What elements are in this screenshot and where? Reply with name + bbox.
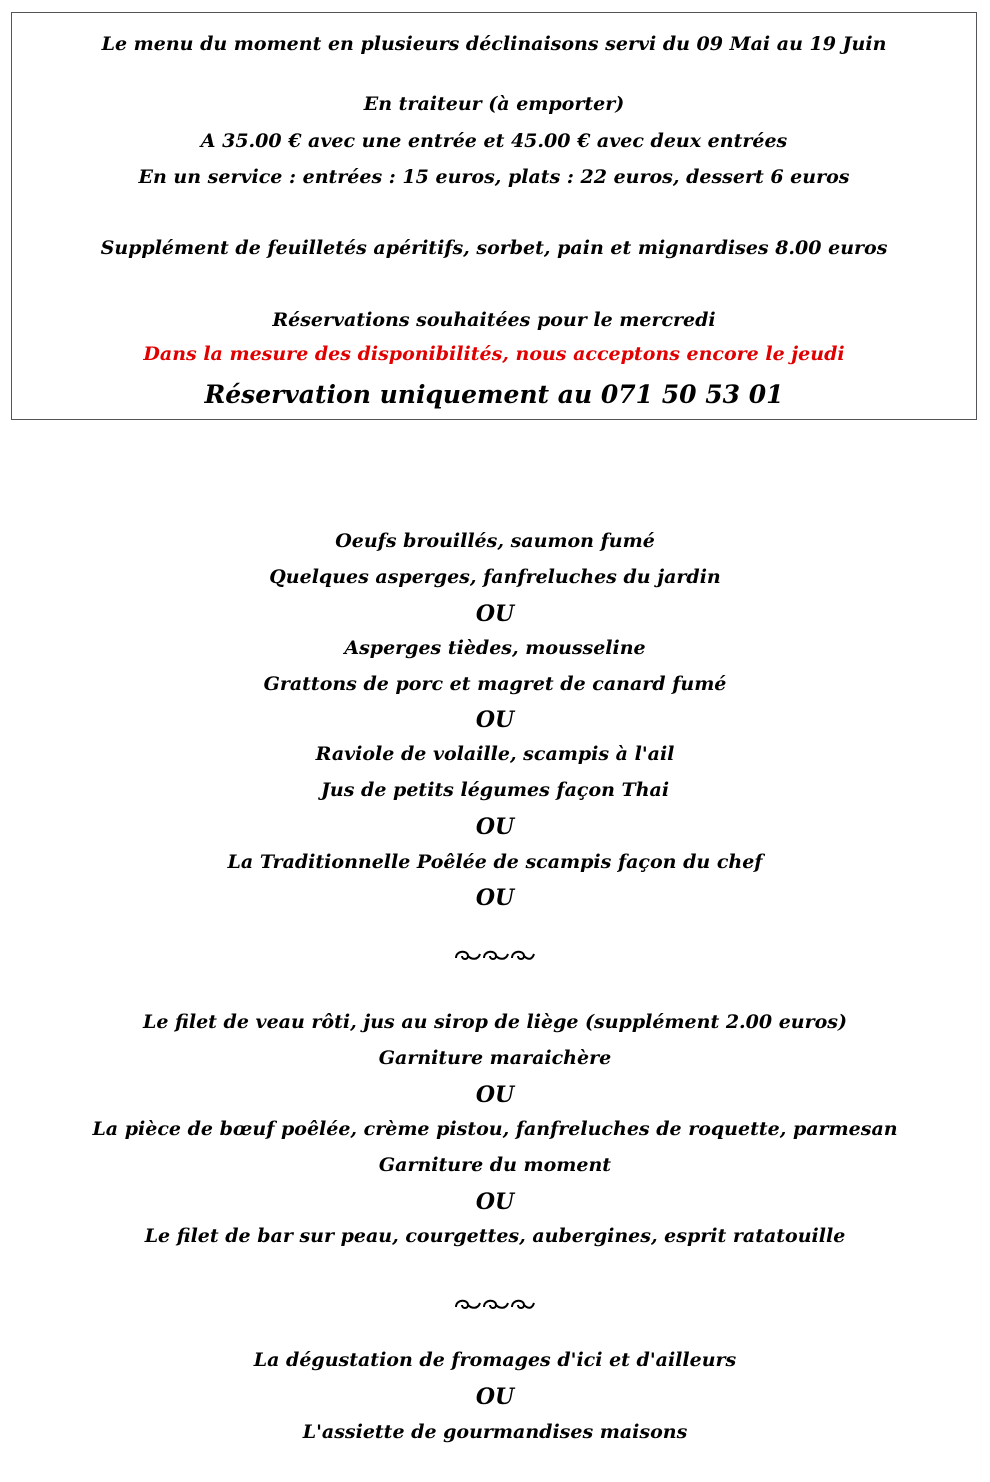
reservation-phone: Réservation uniquement au 071 50 53 01 — [204, 380, 784, 409]
plat-1-line-2: Garniture maraichère — [378, 1047, 612, 1069]
or-separator: OU — [475, 1384, 515, 1410]
service-prices: En un service : entrées : 15 euros, plats : 22 euros, dessert 6 euros — [138, 166, 850, 188]
dessert-2-line-1: L'assiette de gourmandises maisons — [302, 1421, 688, 1443]
swirl-divider-icon — [0, 946, 990, 969]
reservation-day: Réservations souhaitées pour le mercredi — [272, 309, 716, 331]
entree-2-line-2: Grattons de porc et magret de canard fumé — [263, 673, 727, 695]
plat-2-line-1: La pièce de bœuf poêlée, crème pistou, fanfreluches de roquette, parmesan — [92, 1118, 898, 1140]
entree-3-line-1: Raviole de volaille, scampis à l'ail — [315, 743, 675, 765]
or-separator: OU — [475, 885, 515, 911]
dessert-1-line-1: La dégustation de fromages d'ici et d'ailleurs — [253, 1349, 737, 1371]
entree-3-line-2: Jus de petits légumes façon Thai — [320, 779, 670, 801]
or-separator: OU — [475, 1189, 515, 1215]
entree-1-line-2: Quelques asperges, fanfreluches du jardin — [269, 566, 721, 588]
entree-1-line-1: Oeufs brouillés, saumon fumé — [335, 530, 655, 552]
supplement-note: Supplément de feuilletés apéritifs, sorbet, pain et mignardises 8.00 euros — [100, 237, 888, 259]
entree-2-line-1: Asperges tièdes, mousseline — [344, 637, 646, 659]
takeaway-title: En traiteur (à emporter) — [363, 93, 625, 115]
swirl-divider-icon — [0, 1295, 990, 1318]
entree-4-line-1: La Traditionnelle Poêlée de scampis façon du chef — [227, 851, 763, 873]
menu-period: Le menu du moment en plusieurs déclinaisons servi du 09 Mai au 19 Juin — [101, 33, 887, 55]
availability-note: Dans la mesure des disponibilités, nous acceptons encore le jeudi — [143, 343, 845, 365]
or-separator: OU — [475, 707, 515, 733]
plat-3-line-1: Le filet de bar sur peau, courgettes, aubergines, esprit ratatouille — [144, 1225, 846, 1247]
menu-info-box — [11, 12, 977, 420]
or-separator: OU — [475, 1082, 515, 1108]
or-separator: OU — [475, 814, 515, 840]
or-separator: OU — [475, 601, 515, 627]
plat-1-line-1: Le filet de veau rôti, jus au sirop de liège (supplément 2.00 euros) — [142, 1011, 847, 1033]
plat-2-line-2: Garniture du moment — [378, 1154, 612, 1176]
takeaway-prices: A 35.00 € avec une entrée et 45.00 € avec deux entrées — [200, 130, 788, 152]
